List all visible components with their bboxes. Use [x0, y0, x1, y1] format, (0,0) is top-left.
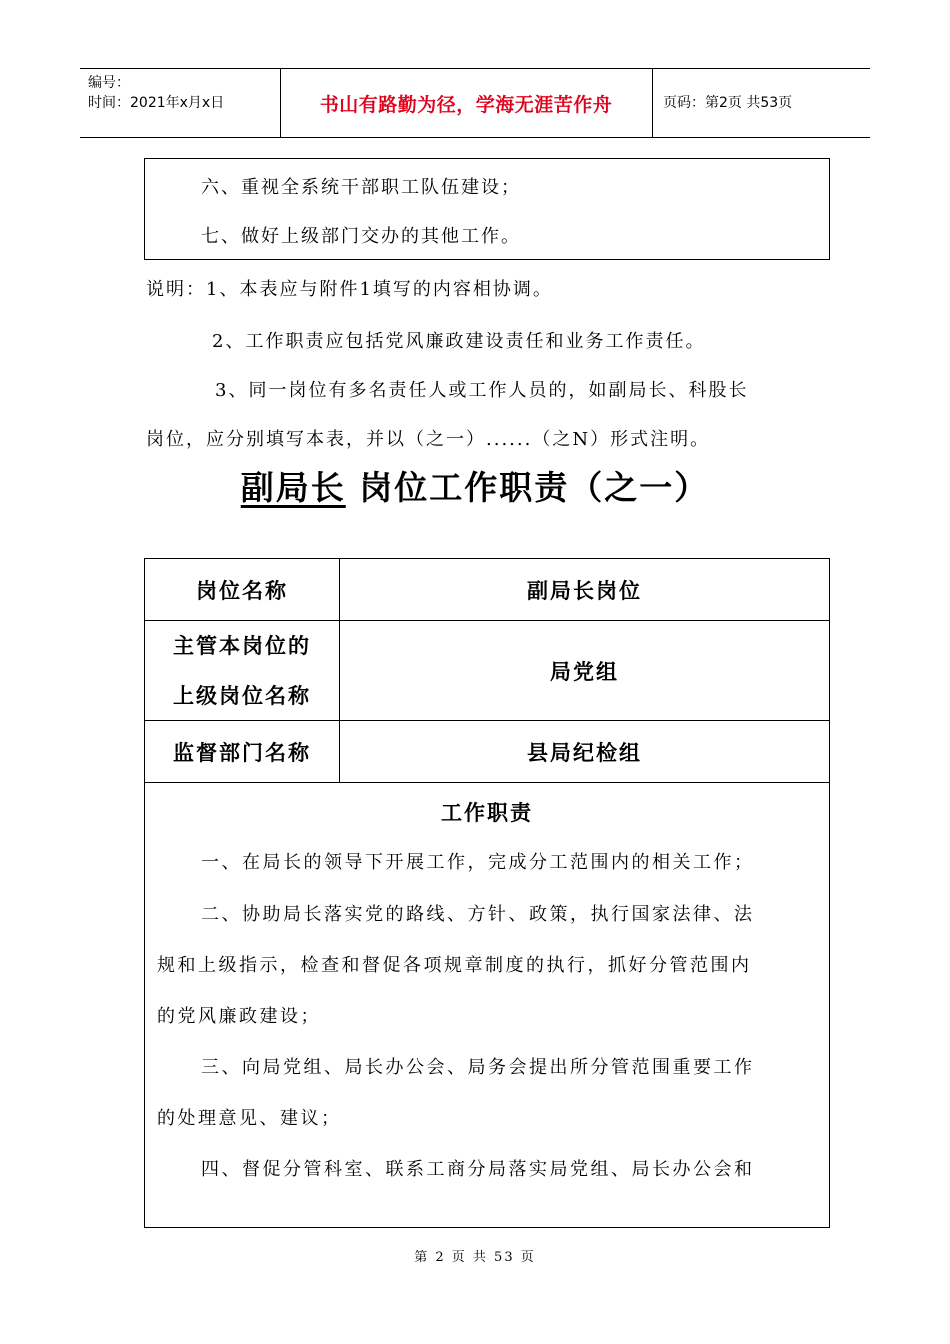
table-row-superior — [145, 621, 829, 721]
post-name-value: 副局长岗位 — [527, 578, 642, 603]
title-rest: 岗位工作职责（之一） — [345, 468, 710, 507]
duty-line-7: 七、做好上级部门交办的其他工作。 — [201, 226, 521, 247]
page-footer: 第 2 页 共 53 页 — [414, 1250, 536, 1265]
duty-paragraph-line: 的党风廉政建设； — [157, 1006, 321, 1027]
supervisor-value: 县局纪检组 — [527, 740, 642, 765]
title-post-name: 副局长 — [240, 468, 346, 507]
post-duty-table — [144, 558, 830, 1228]
duty-paragraph-line: 规和上级指示，检查和督促各项规章制度的执行，抓好分管范围内 — [157, 955, 752, 976]
table-row-supervisor — [145, 721, 829, 783]
post-name-label-cell — [145, 559, 340, 620]
note-1: 说明：1、本表应与附件1填写的内容相协调。 — [146, 279, 553, 300]
document-number-label: 编号： — [88, 75, 130, 91]
page-header — [80, 68, 870, 138]
motto-text: 书山有路勤为径，学海无涯苦作舟 — [319, 93, 613, 116]
superior-value-cell — [340, 621, 829, 720]
table-row-post-name — [145, 559, 829, 621]
header-meta-cell — [80, 69, 281, 137]
duty-paragraph-line: 二、协助局长落实党的路线、方针、政策，执行国家法律、法 — [201, 904, 755, 925]
note-3-line-2: 岗位，应分别填写本表，并以（之一）......（之N）形式注明。 — [146, 429, 711, 450]
page-title — [0, 462, 950, 509]
header-motto-cell — [280, 69, 653, 137]
page-info: 页码：第2页 共53页 — [663, 95, 793, 111]
duty-paragraph-line: 三、向局党组、局长办公会、局务会提出所分管范围重要工作 — [201, 1057, 755, 1078]
document-time-label: 时间：2021年x月x日 — [88, 95, 225, 111]
duties-title: 工作职责 — [441, 801, 533, 825]
superior-label-line-2: 上级岗位名称 — [173, 683, 311, 708]
previous-duties-box — [144, 158, 830, 260]
post-name-value-cell — [340, 559, 829, 620]
supervisor-value-cell — [340, 721, 829, 782]
duty-paragraph-line: 四、督促分管科室、联系工商分局落实局党组、局长办公会和 — [201, 1159, 755, 1180]
supervisor-label: 监督部门名称 — [173, 740, 311, 765]
duties-section — [145, 783, 829, 1227]
post-name-label: 岗位名称 — [196, 578, 288, 603]
superior-value: 局党组 — [550, 659, 619, 684]
superior-label-cell — [145, 621, 340, 720]
duty-line-6: 六、重视全系统干部职工队伍建设； — [201, 177, 521, 198]
superior-label-line-1: 主管本岗位的 — [173, 633, 311, 658]
supervisor-label-cell — [145, 721, 340, 782]
duty-paragraph-line: 的处理意见、建议； — [157, 1108, 342, 1129]
note-2: 2、工作职责应包括党风廉政建设责任和业务工作责任。 — [212, 331, 706, 352]
header-page-cell — [653, 69, 870, 137]
note-3-line-1: 3、同一岗位有多名责任人或工作人员的，如副局长、科股长 — [215, 380, 749, 401]
duty-paragraph-line: 一、在局长的领导下开展工作，完成分工范围内的相关工作； — [201, 852, 755, 873]
